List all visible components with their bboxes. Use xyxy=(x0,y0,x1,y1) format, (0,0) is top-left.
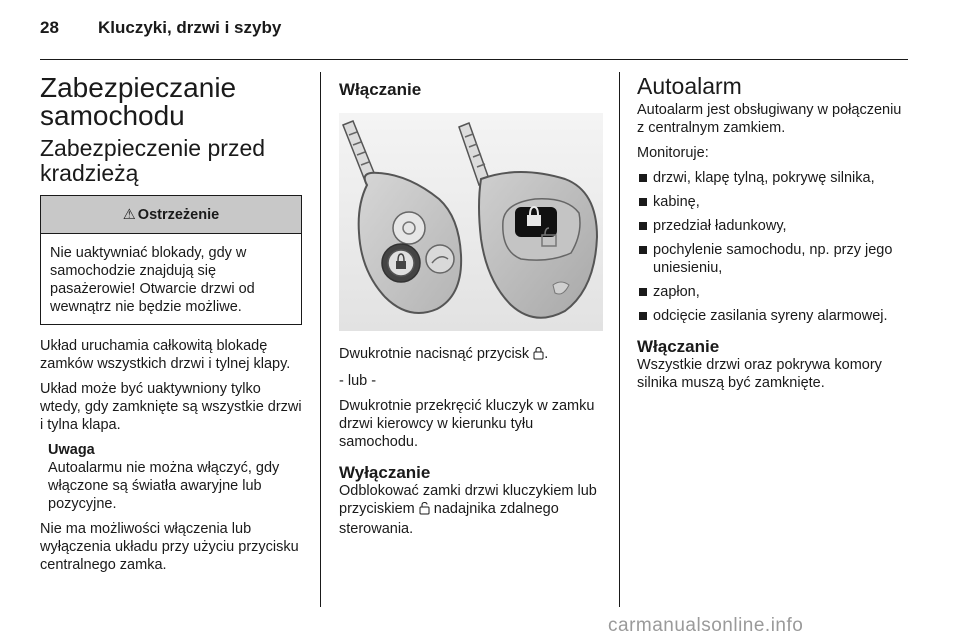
column-3 xyxy=(637,74,905,399)
warning-box xyxy=(40,195,302,325)
watermark: carmanualsonline.info xyxy=(608,615,804,636)
subheading-wylaczanie: Wyłączanie xyxy=(339,463,431,482)
paragraph: Monitoruje: xyxy=(637,145,709,161)
section-heading-wlaczanie: Włączanie xyxy=(339,80,422,99)
list-item: odcięcie zasilania syreny alarmowej. xyxy=(637,307,905,325)
warning-text: Nie uaktywniać blokady, gdy w samochodzie znajdują się pasażerowie! Otwarcie drzwi od wewnątrz nie będzie możliwe. xyxy=(50,245,255,315)
unlock-icon xyxy=(419,501,430,520)
paragraph: Dwukrotnie przekręcić kluczyk w zamku drzwi kierowcy w kierunku tyłu samochodu. xyxy=(339,398,595,450)
list-item: zapłon, xyxy=(637,283,905,301)
subheading-wlaczanie: Włączanie xyxy=(637,337,720,356)
list-item: pochylenie samochodu, np. przy jego uniesieniu, xyxy=(637,241,905,277)
section-heading: Zabezpieczanie samochodu xyxy=(40,72,237,131)
paragraph: Układ uruchamia całkowitą blokadę zamków wszystkich drzwi i tylnej klapy. xyxy=(40,338,291,372)
monitor-list xyxy=(637,169,905,325)
column-divider-1 xyxy=(320,72,321,607)
key-fob-illustration xyxy=(339,113,603,331)
paragraph: Odblokować zamki drzwi kluczykiem lub przyciskiem nadajnika zdalnego sterowania. xyxy=(339,483,597,537)
section-heading-autoalarm: Autoalarm xyxy=(637,73,742,99)
paragraph: - lub - xyxy=(339,373,377,389)
warning-header xyxy=(41,196,301,234)
column-divider-2 xyxy=(619,72,620,607)
header-rule xyxy=(40,59,908,60)
key-fob-image xyxy=(339,113,603,331)
note-title: Uwaga xyxy=(48,442,95,458)
paragraph: Dwukrotnie nacisnąć przycisk . xyxy=(339,345,603,365)
note-text: Autoalarmu nie można włączyć, gdy włączone są światła awaryjne lub pozycyjne. xyxy=(48,460,280,512)
subsection-heading: Zabezpieczenie przed kradzieżą xyxy=(40,135,266,186)
list-item: drzwi, klapę tylną, pokrywę silnika, xyxy=(637,169,905,187)
paragraph: Autoalarm jest obsługiwany w połączeniu z centralnym zamkiem. xyxy=(637,102,902,136)
column-1 xyxy=(40,74,304,581)
paragraph: Nie ma możliwości włączenia lub wyłączenia układu przy użyciu przycisku centralnego zamka. xyxy=(40,521,299,573)
page-header xyxy=(40,18,281,38)
paragraph: Układ może być uaktywniony tylko wtedy, gdy zamknięte są wszystkie drzwi i tylna klapa. xyxy=(40,381,302,433)
list-item: kabinę, xyxy=(637,193,905,211)
note-box xyxy=(40,441,304,513)
page-number: 28 xyxy=(40,18,59,37)
paragraph: Wszystkie drzwi oraz pokrywa komory silnika muszą być zamknięte. xyxy=(637,357,882,391)
column-2 xyxy=(339,74,603,545)
lock-icon xyxy=(533,346,544,365)
list-item: przedział ładunkowy, xyxy=(637,217,905,235)
warning-title: Ostrzeżenie xyxy=(137,206,220,223)
warning-triangle-icon: ⚠ xyxy=(122,206,136,223)
chapter-title: Kluczyki, drzwi i szyby xyxy=(98,18,282,37)
